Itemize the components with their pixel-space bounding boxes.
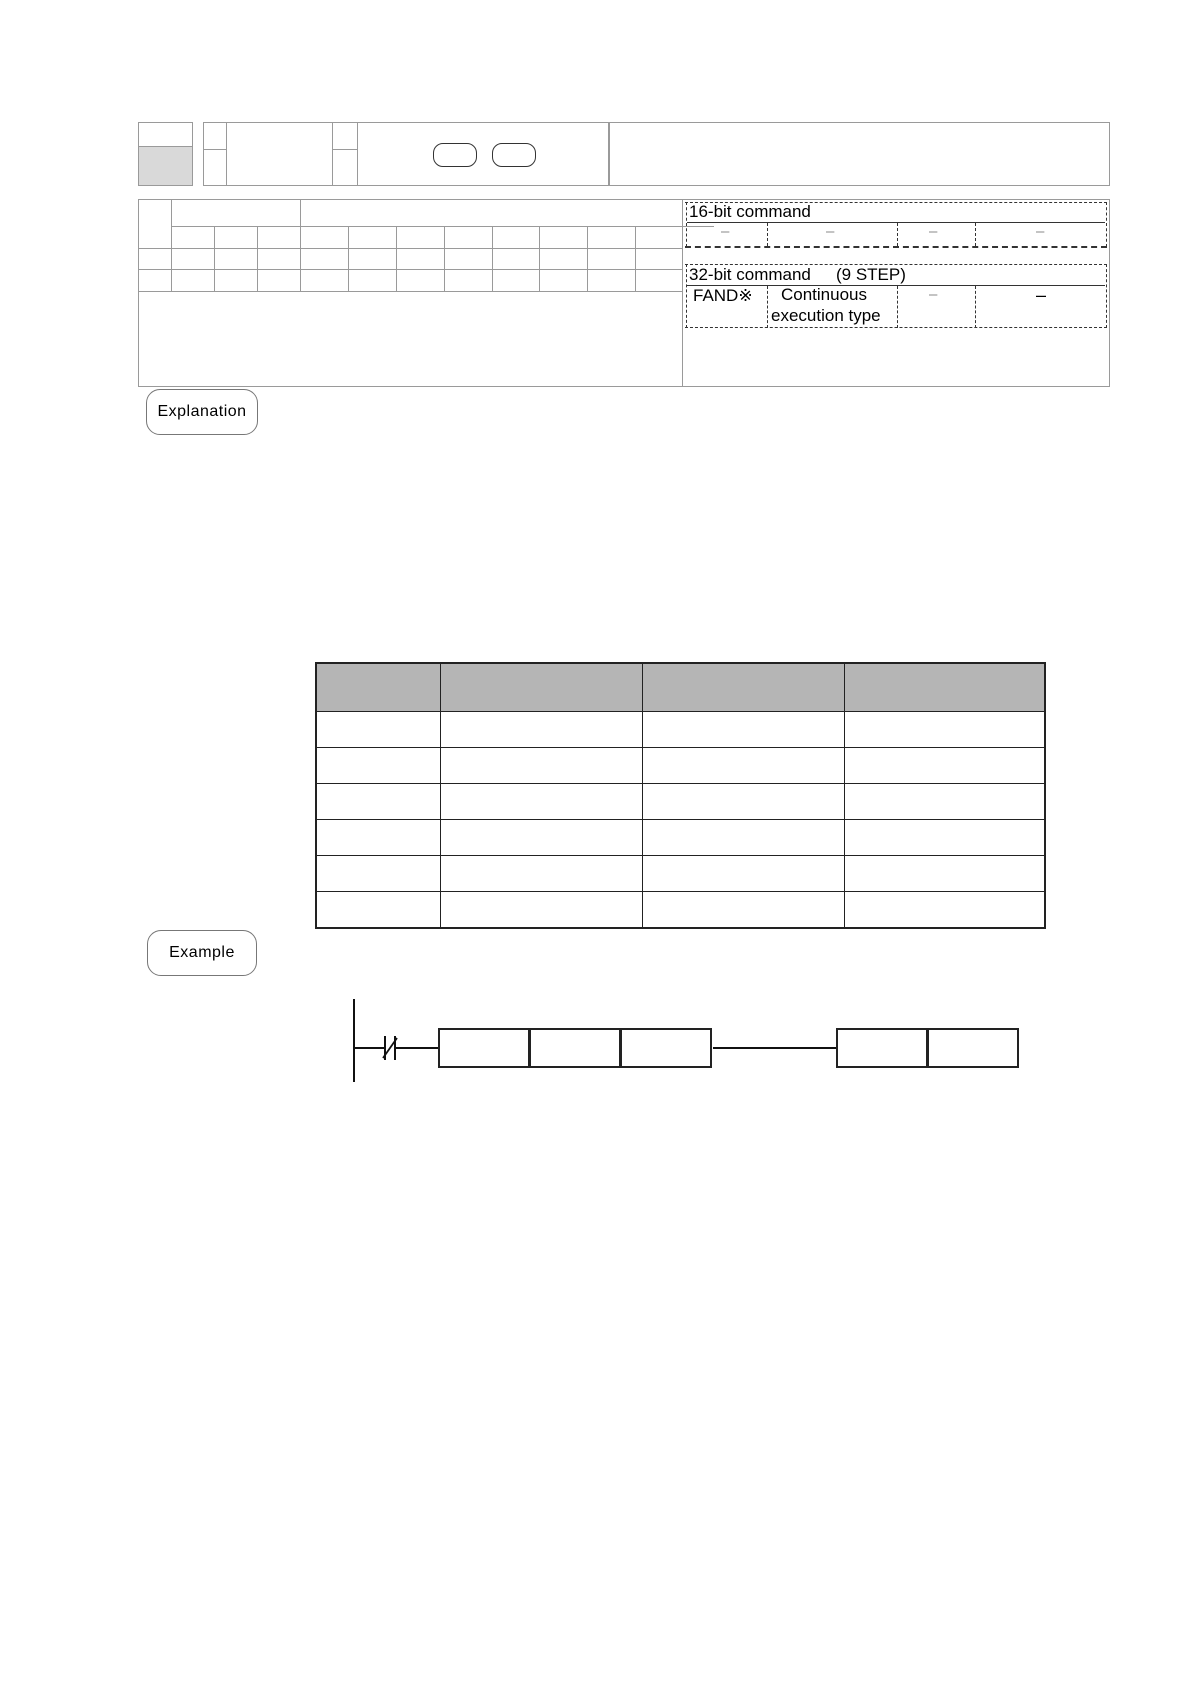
bit32-command-title: 32-bit command xyxy=(689,265,811,284)
bit32-cell-2: – xyxy=(1036,285,1047,305)
ladder-power-rail xyxy=(353,999,355,1082)
bit32-exec-line1: Continuous xyxy=(781,285,868,304)
table-row xyxy=(316,856,1045,892)
bit32-exec-line2: execution type xyxy=(771,306,881,325)
bit16-cell-2: – xyxy=(826,223,835,240)
mnemonic-box xyxy=(203,122,609,186)
bit16-cell-1: – xyxy=(721,223,730,240)
table-row xyxy=(316,784,1045,820)
table-row xyxy=(316,748,1045,784)
bit32-mnemonic: FAND※ xyxy=(693,286,753,305)
table-row xyxy=(316,892,1045,929)
operation-table xyxy=(315,662,1046,929)
ladder-output-box-2 xyxy=(927,1028,1019,1068)
api-number-shaded xyxy=(139,146,192,185)
operand-pill-1 xyxy=(433,143,477,167)
bit16-cell-4: – xyxy=(1036,223,1045,240)
bit16-command-title: 16-bit command xyxy=(689,202,811,221)
table-row xyxy=(316,712,1045,748)
bit16-cell-3: – xyxy=(929,223,938,240)
table-row xyxy=(316,820,1045,856)
explanation-button[interactable]: Explanation xyxy=(146,389,258,435)
table-header-row xyxy=(316,663,1045,712)
ladder-output-box-1 xyxy=(836,1028,928,1068)
ladder-operand-box-1 xyxy=(529,1028,621,1068)
ladder-operand-box-2 xyxy=(620,1028,712,1068)
function-box xyxy=(609,122,1110,186)
example-button[interactable]: Example xyxy=(147,930,257,976)
operand-table xyxy=(138,199,1110,387)
api-number-box xyxy=(138,122,193,186)
bit32-steps: (9 STEP) xyxy=(836,265,906,284)
bit32-cell-1: – xyxy=(929,286,938,303)
operand-pill-2 xyxy=(492,143,536,167)
ladder-instruction-box xyxy=(438,1028,530,1068)
